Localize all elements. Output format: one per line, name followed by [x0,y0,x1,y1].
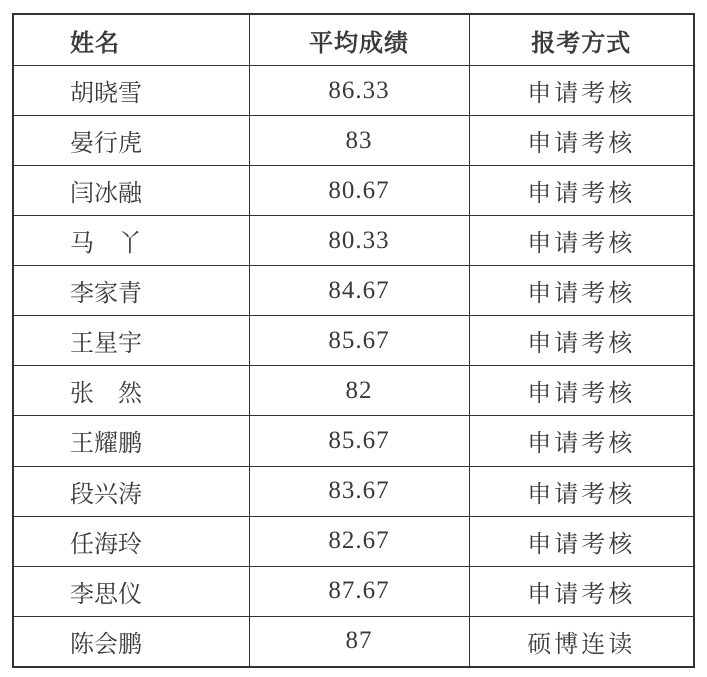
column-header-application-method: 报考方式 [469,14,694,66]
average-score-cell: 84.67 [249,266,469,316]
table-row [13,416,694,466]
average-score-cell: 82 [249,366,469,416]
average-score-cell: 83.67 [249,466,469,516]
table-row [13,66,694,116]
application-method-cell: 申请考核 [469,216,694,266]
table-row [13,266,694,316]
student-name-cell: 王耀鹏 [13,416,249,466]
application-method-cell: 申请考核 [469,166,694,216]
column-header-name: 姓名 [13,14,249,66]
column-header-average-score: 平均成绩 [249,14,469,66]
average-score-cell: 80.33 [249,216,469,266]
application-method-cell: 申请考核 [469,266,694,316]
table-row [13,466,694,516]
table-row [13,166,694,216]
table-row [13,366,694,416]
table-row [13,516,694,566]
student-name-cell: 任海玲 [13,516,249,566]
application-method-cell: 申请考核 [469,416,694,466]
admission-score-table [12,13,695,668]
student-name-cell: 张 然 [13,366,249,416]
application-method-cell: 申请考核 [469,516,694,566]
table-row [13,116,694,166]
student-name-cell: 段兴涛 [13,466,249,516]
student-name-cell: 李家青 [13,266,249,316]
student-name-cell: 陈会鹏 [13,616,249,667]
header-row [13,14,694,66]
student-name-cell: 胡晓雪 [13,66,249,116]
student-name-cell: 李思仪 [13,566,249,616]
student-name-cell: 闫冰融 [13,166,249,216]
table-row [13,316,694,366]
student-name-cell: 王星宇 [13,316,249,366]
average-score-cell: 85.67 [249,416,469,466]
application-method-cell: 申请考核 [469,466,694,516]
application-method-cell: 申请考核 [469,366,694,416]
average-score-cell: 87 [249,616,469,667]
application-method-cell: 硕博连读 [469,616,694,667]
average-score-cell: 80.67 [249,166,469,216]
table-row [13,616,694,667]
student-name-cell: 晏行虎 [13,116,249,166]
student-name-cell: 马 丫 [13,216,249,266]
average-score-cell: 83 [249,116,469,166]
average-score-cell: 82.67 [249,516,469,566]
table-header [13,14,694,66]
average-score-cell: 86.33 [249,66,469,116]
table-row [13,566,694,616]
table-body [13,66,694,668]
average-score-cell: 87.67 [249,566,469,616]
application-method-cell: 申请考核 [469,66,694,116]
application-method-cell: 申请考核 [469,316,694,366]
average-score-cell: 85.67 [249,316,469,366]
application-method-cell: 申请考核 [469,116,694,166]
table-row [13,216,694,266]
application-method-cell: 申请考核 [469,566,694,616]
